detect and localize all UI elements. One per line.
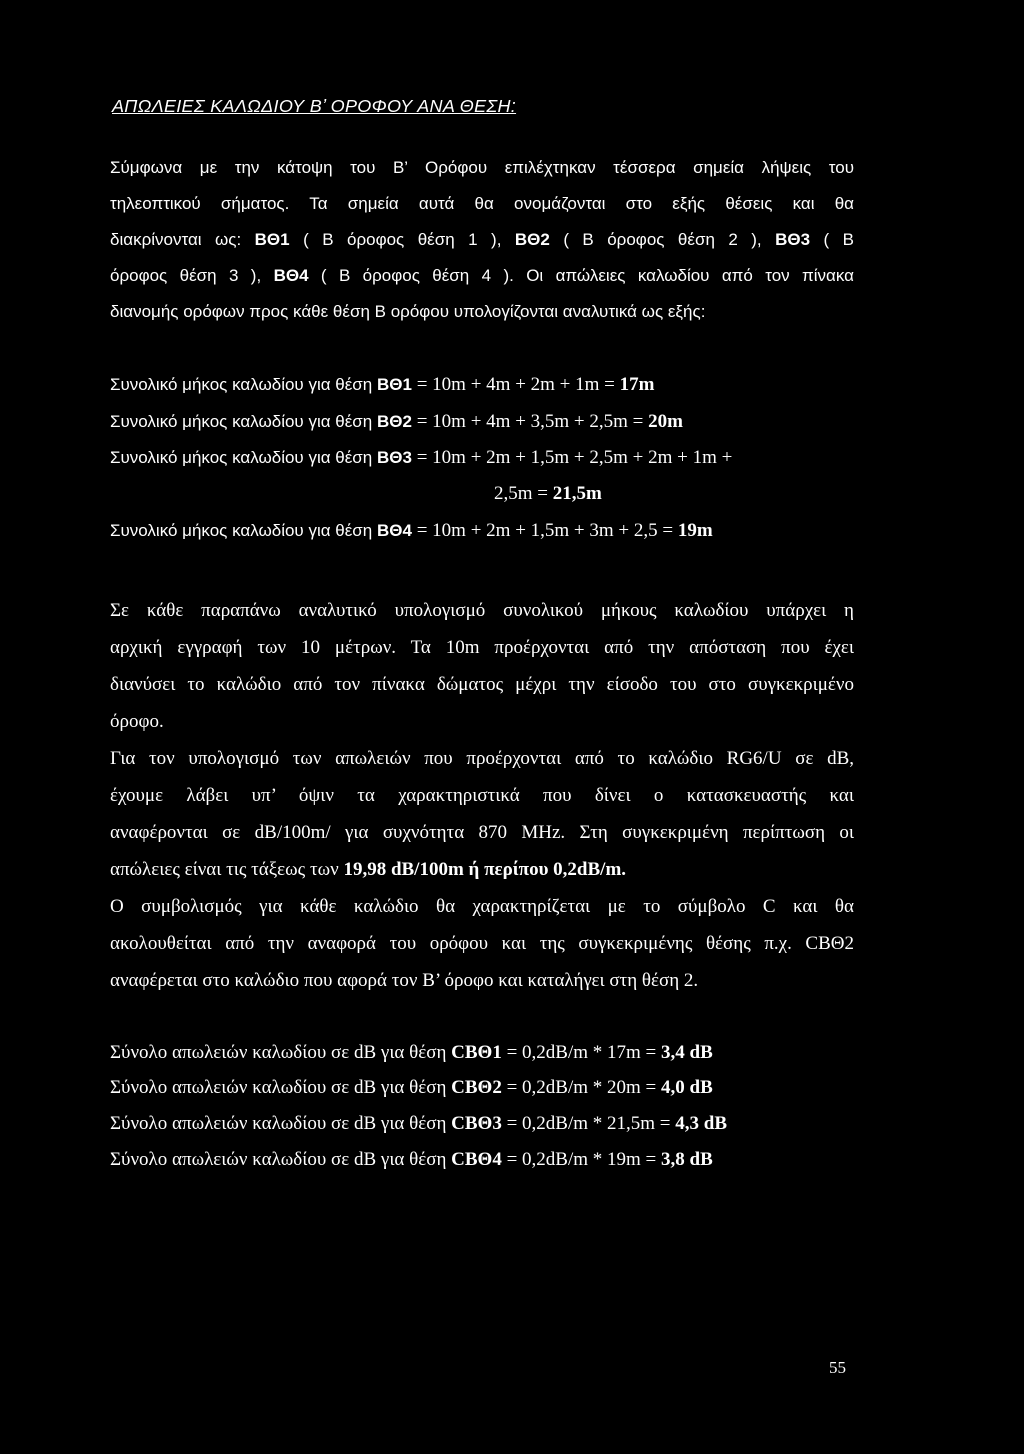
body-p1-line-1: Σε κάθε παραπάνω αναλυτικό υπολογισμό συνολικού μήκους καλωδίου υπάρχει η [110, 600, 854, 621]
section-title: ΑΠΩΛΕΙΕΣ ΚΑΛΩΔΙΟΥ Β’ ΟΡΟΦΟΥ ΑΝΑ ΘΕΣΗ: [112, 96, 517, 116]
intro-line-2: τηλεοπτικού σήματος. Τα σημεία αυτά θα ονομάζονται στο εξής θέσεις και θα [110, 194, 854, 213]
body-p2-line-2: έχουμε λάβει υπ’ όψιν τα χαρακτηριστικά που δίνει ο κατασκευαστής και [110, 785, 854, 806]
page-number: 55 [829, 1358, 846, 1377]
position-bth2: ΒΘ2 [514, 230, 550, 249]
length-row-bth3-continued: 2,5m = 21,5m [494, 483, 602, 504]
body-p1-line-4: όροφο. [110, 711, 164, 732]
loss-row-cbth2: Σύνολο απωλειών καλωδίου σε dB για θέση CΒΘ2 = 0,2dB/m * 20m = 4,0 dB [110, 1077, 713, 1098]
intro-line-4: όροφος θέση 3 ), ΒΘ4 ( Β όροφος θέση 4 ). Οι απώλειες καλωδίου από τον πίνακα [110, 266, 854, 285]
length-row-bth3: Συνολικό μήκος καλωδίου για θέση ΒΘ3 = 10m + 2m + 1,5m + 2,5m + 2m + 1m + [110, 447, 733, 468]
position-bth4: ΒΘ4 [273, 266, 309, 285]
body-p1-line-2: αρχική εγγραφή των 10 μέτρων. Τα 10m προέρχονται από την απόσταση που έχει [110, 637, 854, 658]
body-p3-line-3: αναφέρεται στο καλώδιο που αφορά τον Β’ όροφο και καταλήγει στη θέση 2. [110, 970, 699, 991]
body-p3-line-2: ακολουθείται από την αναφορά του ορόφου και της συγκεκριμένης θέσης π.χ. CΒΘ2 [110, 933, 854, 954]
intro-line-5: διανομής ορόφων προς κάθε θέση Β ορόφου υπολογίζονται αναλυτικά ως εξής: [110, 302, 706, 321]
position-bth3: ΒΘ3 [775, 230, 811, 249]
loss-row-cbth1: Σύνολο απωλειών καλωδίου σε dB για θέση CΒΘ1 = 0,2dB/m * 17m = 3,4 dB [110, 1042, 713, 1063]
length-row-bth2: Συνολικό μήκος καλωδίου για θέση ΒΘ2 = 10m + 4m + 3,5m + 2,5m = 20m [110, 411, 683, 432]
intro-line-1: Σύμφωνα με την κάτοψη του Β’ Ορόφου επιλέχτηκαν τέσσερα σημεία λήψεις του [110, 158, 854, 177]
length-row-bth1: Συνολικό μήκος καλωδίου για θέση ΒΘ1 = 10m + 4m + 2m + 1m = 17m [110, 374, 655, 395]
body-p2-line-4: απώλειες είναι τις τάξεως των 19,98 dB/100m ή περίπου 0,2dB/m. [110, 859, 627, 880]
position-bth1: ΒΘ1 [254, 230, 290, 249]
body-p2-line-3: αναφέρονται σε dB/100m/ για συχνότητα 870 MHz. Στη συγκεκριμένη περίπτωση οι [110, 822, 854, 843]
loss-row-cbth3: Σύνολο απωλειών καλωδίου σε dB για θέση CΒΘ3 = 0,2dB/m * 21,5m = 4,3 dB [110, 1113, 728, 1134]
body-p3-line-1: Ο συμβολισμός για κάθε καλώδιο θα χαρακτηρίζεται με το σύμβολο C και θα [110, 896, 854, 917]
length-row-bth4: Συνολικό μήκος καλωδίου για θέση ΒΘ4 = 10m + 2m + 1,5m + 3m + 2,5 = 19m [110, 520, 713, 541]
body-p2-line-1: Για τον υπολογισμό των απωλειών που προέρχονται από το καλώδιο RG6/U σε dB, [110, 748, 854, 769]
intro-line-3: διακρίνονται ως: ΒΘ1 ( Β όροφος θέση 1 ), ΒΘ2 ( Β όροφος θέση 2 ), ΒΘ3 ( Β [110, 230, 855, 249]
body-p1-line-3: διανύσει το καλώδιο από τον πίνακα δώματος μέχρι την είσοδο του στο συγκεκριμένο [110, 674, 854, 695]
loss-row-cbth4: Σύνολο απωλειών καλωδίου σε dB για θέση CΒΘ4 = 0,2dB/m * 19m = 3,8 dB [110, 1149, 713, 1170]
